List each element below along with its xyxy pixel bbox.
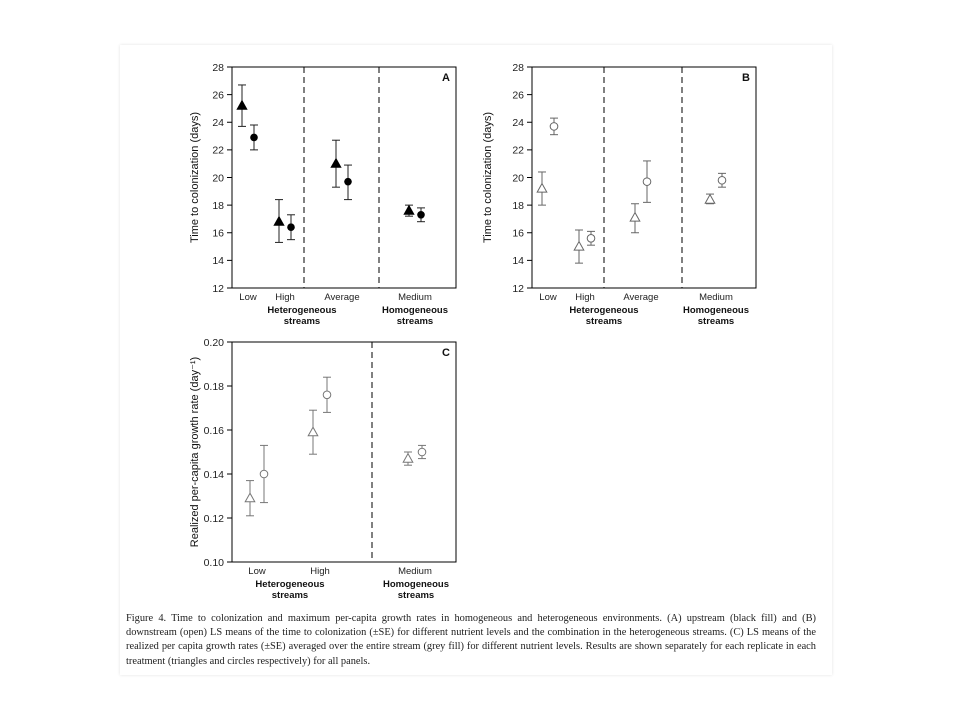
panel-b-group-label: Low	[539, 292, 557, 303]
panel-b-data-point	[587, 234, 595, 242]
panel-b-y-tick-label: 22	[512, 144, 524, 157]
panel-b-group-label: Medium	[699, 292, 733, 303]
panel-a-data-point	[250, 134, 258, 142]
panel-b-group-label: Average	[623, 292, 659, 303]
panel-b-letter: B	[742, 72, 750, 84]
panel-c	[189, 337, 456, 601]
panel-c-y-tick-label: 0.20	[203, 336, 224, 349]
panel-a-y-tick-label: 28	[212, 61, 224, 74]
panel-c-group-label: Medium	[398, 566, 432, 577]
panel-a-y-tick-label: 22	[212, 144, 224, 157]
panel-c-section-label: Homogeneous	[383, 579, 449, 590]
panel-a-data-point	[344, 178, 352, 186]
panel-a-y-tick-label: 12	[212, 282, 224, 295]
panel-a-section-label: streams	[283, 316, 321, 327]
panel-c-y-tick-label: 0.10	[203, 556, 224, 569]
panel-c-y-tick-label: 0.18	[203, 380, 224, 393]
panel-a-data-point	[237, 101, 247, 110]
panel-b-data-point	[574, 242, 584, 251]
panel-b-data-point	[705, 195, 715, 204]
panel-c-group-label: Low	[248, 566, 266, 577]
panel-c-data-point	[245, 493, 255, 502]
panel-b-section-label: streams	[585, 316, 623, 327]
panel-a-group-label: Medium	[398, 292, 432, 303]
panel-a-data-point	[274, 217, 284, 226]
panel-b-y-tick-label: 28	[512, 61, 524, 74]
panel-b	[482, 62, 756, 327]
panel-a-y-tick-label: 16	[212, 227, 224, 240]
panel-c-data-point	[403, 454, 413, 463]
panel-c-section-label: streams	[397, 590, 435, 601]
panel-a-group-label: Low	[239, 292, 257, 303]
panel-c-data-point	[418, 448, 426, 456]
panel-c-data-point	[308, 427, 318, 436]
panel-a-section-label: Homogeneous	[382, 305, 448, 316]
panel-a-section-label: Heterogeneous	[267, 305, 337, 316]
panel-c-y-tick-label: 0.16	[203, 424, 224, 437]
panel-a-data-point	[417, 211, 425, 219]
panel-b-section-label: streams	[697, 316, 735, 327]
panel-c-letter: C	[442, 347, 450, 359]
panel-b-y-axis-title: Time to colonization (days)	[482, 111, 494, 244]
panel-b-y-tick-label: 14	[512, 255, 524, 268]
panel-b-group-label: High	[575, 292, 595, 303]
panel-a	[189, 62, 456, 327]
panel-a-section-label: streams	[396, 316, 434, 327]
panel-c-group-label: High	[310, 566, 330, 577]
panel-c-data-point	[323, 391, 331, 399]
panel-b-y-tick-label: 24	[512, 117, 524, 130]
panel-c-section-label: Heterogeneous	[255, 579, 325, 590]
panel-c-y-tick-label: 0.14	[203, 468, 224, 481]
panel-c-y-axis-title: Realized per-capita growth rate (day⁻¹)	[189, 356, 201, 548]
panel-b-y-tick-label: 16	[512, 227, 524, 240]
panel-b-data-point	[537, 184, 547, 193]
panel-c-data-point	[260, 470, 268, 478]
panel-b-y-tick-label: 18	[512, 199, 524, 212]
panel-a-y-tick-label: 26	[212, 89, 224, 102]
figure-caption: Figure 4. Time to colonization and maximum per-capita growth rates in homogeneous and heterogeneous environments. (A) upstream (black fill) and (B) downstream (open) LS means of the time to colonization (±SE) for different nutrient levels and the combination in the heterogeneous streams. (C) LS means of the realized per capita growth rates (±SE) averaged over the entire stream (grey fill) for different nutrient levels. Results are shown separately for each replicate in each treatment (triangles and circles respectively) for all panels.	[126, 613, 816, 667]
panel-a-y-tick-label: 18	[212, 199, 224, 212]
panel-b-data-point	[718, 176, 726, 184]
panel-b-y-tick-label: 12	[512, 282, 524, 295]
panel-b-data-point	[630, 213, 640, 222]
panel-b-data-point	[643, 178, 651, 186]
panel-a-group-label: Average	[324, 292, 360, 303]
panel-a-y-tick-label: 24	[212, 117, 224, 130]
panel-c-section-label: streams	[271, 590, 309, 601]
panel-a-data-point	[287, 223, 295, 231]
panel-a-letter: A	[442, 72, 450, 84]
panel-b-section-label: Homogeneous	[683, 305, 749, 316]
panel-a-y-axis-title: Time to colonization (days)	[189, 111, 201, 244]
panel-a-group-label: High	[275, 292, 295, 303]
panel-b-y-tick-label: 26	[512, 89, 524, 102]
panel-a-frame	[232, 67, 456, 288]
panel-b-data-point	[550, 123, 558, 131]
panel-a-data-point	[331, 159, 341, 168]
panel-b-y-tick-label: 20	[512, 172, 524, 185]
panel-a-data-point	[404, 206, 414, 215]
panel-a-y-tick-label: 14	[212, 255, 224, 268]
panel-c-y-tick-label: 0.12	[203, 512, 224, 525]
panel-b-section-label: Heterogeneous	[569, 305, 639, 316]
panel-a-y-tick-label: 20	[212, 172, 224, 185]
